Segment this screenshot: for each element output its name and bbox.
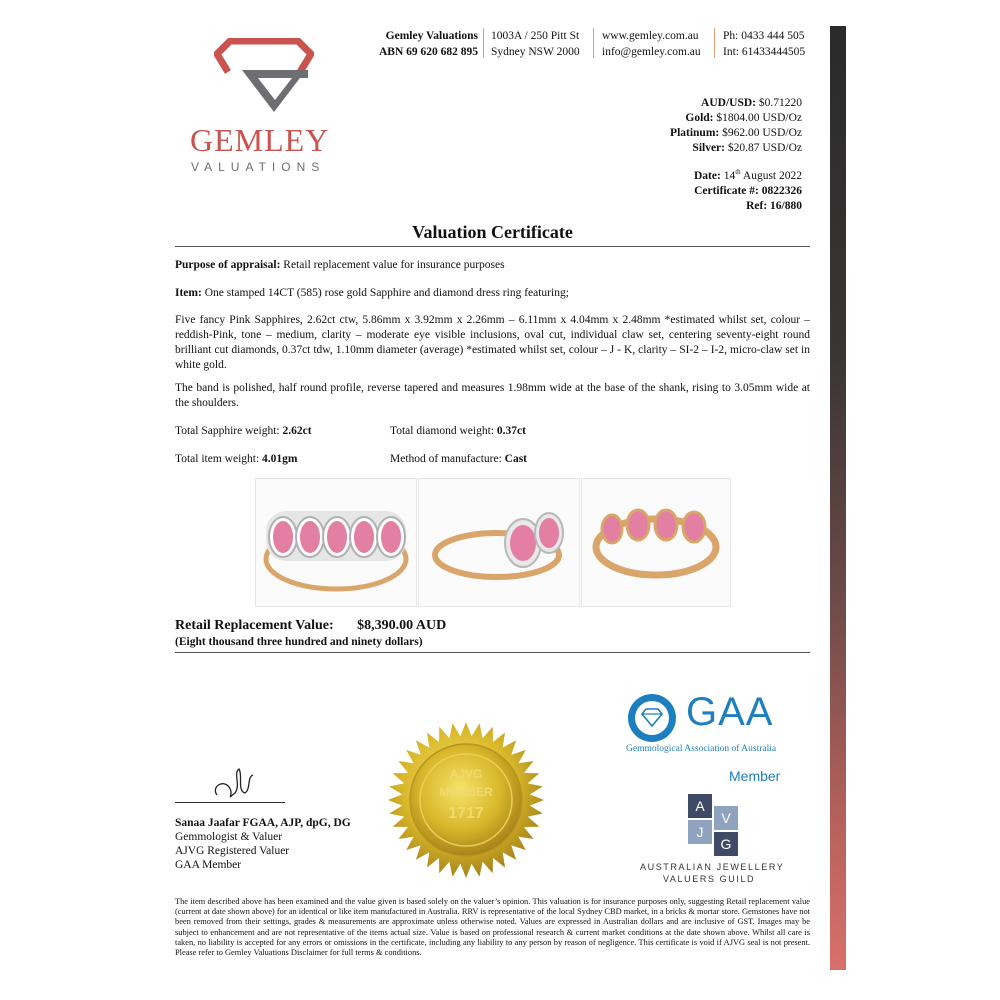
gem-logo-icon [214,38,314,116]
ring-photo-front [581,478,731,607]
rates-block [670,96,802,156]
gaa-logo [626,690,806,790]
purpose-line: Purpose of appraisal: Retail replacement value for insurance purposes [175,259,505,271]
item-line: Item: One stamped 14CT (585) rose gold Sapphire and diamond dress ring featuring; [175,287,569,299]
email-link[interactable]: info@gemley.com.au [602,46,701,58]
signature [195,765,285,805]
phone-number: Ph: 0433 444 505 [723,30,805,42]
logo-wordmark: GEMLEY [190,122,330,158]
ajvg-logo [638,792,808,888]
item-weight: Total item weight: 4.01gm [175,453,298,465]
ajvg-gold-seal [386,720,546,880]
gaa-acronym: GAA [686,690,774,734]
gemley-logo [188,38,348,178]
diamond-weight: Total diamond weight: 0.37ct [390,425,526,437]
seal-line1: AJVG [449,767,483,781]
logo-subtitle: VALUATIONS [191,160,326,174]
header-company [370,28,478,60]
rate-row: Platinum: $962.00 USD/Oz [670,127,802,139]
rate-row: AUD/USD: $0.71220 [701,97,802,109]
header-phone [723,28,805,60]
signer-role: AJVG Registered Valuer [175,845,290,857]
date-row: Date: 14th August 2022 [693,168,802,182]
intl-phone-number: Int: 61433444505 [723,46,806,58]
ring-photo-side [418,478,580,607]
header-divider [714,28,715,58]
description-paragraph: Five fancy Pink Sapphires, 2.62ct ctw, 5.86mm x 3.92mm x 2.26mm – 6.11mm x 4.04mm x 2.48mm *estimated whilst set, colour – reddish-Pink, tone – medium, clarity – moderate eye visible inclusions, oval cut, individual claw set, centering seventy-eight round brilliant cut diamonds, 0.37ct tdw, 1.10mm diameter (average) *estimated whilst set, colour – J - K, clarity – SI-2 – I-2, micro-claw set in white gold. [175,314,810,371]
ajvg-name-line1: AUSTRALIAN JEWELLERY [640,862,785,872]
certificate-number-row: Certificate #: 0822326 [694,184,802,197]
ajvg-letter-box: G [714,832,738,856]
retail-value-words: (Eight thousand three hundred and ninety dollars) [175,636,423,648]
seal-line3: 1717 [448,805,484,822]
signer-role: Gemmologist & Valuer [175,831,283,843]
website-link[interactable]: www.gemley.com.au [602,30,699,42]
certificate-info [694,165,802,214]
disclaimer-text: The item described above has been examined and the value given is based solely on the valuer’s opinion. This valuation is for insurance purposes only, suggesting Retail replacement value (current at date shown above) for an identical or like item manufactured in Australia. RRV is representative of the local Sydney CBD market, in a bricks & mortar store. Gemstones have not been removed from their settings, grades & measurements are approximate unless otherwise noted. Values are expressed in Australian dollars and are inclusive of GST. Images may be subject to enhancement and are not representative of the items actual size. Value is based on professional research & current market conditions at the date shown above. Whilst all care is taken, no liability is accepted for any errors or omissions in the certificate, including any liability to any person by reason of negligence. This certificate is void if AJVG seal is not present. Please refer to Gemley Valuations Disclaimer for full terms & conditions. [175,897,810,958]
gaa-emblem-icon [626,692,678,744]
signature-line [175,802,285,803]
value-rule [175,652,810,653]
signer-name: Sanaa Jaafar FGAA, AJP, dpG, DG [175,817,351,829]
retail-value-line [175,618,446,634]
company-name: Gemley Valuations [385,30,478,42]
retail-value-amount: $8,390.00 AUD [357,618,447,633]
header-divider [593,28,594,58]
title-rule [175,246,810,247]
rate-row: Silver: $20.87 USD/Oz [692,142,802,154]
ajvg-letter-box: J [688,820,712,844]
header-web [602,28,701,60]
signer-role: GAA Member [175,859,242,871]
header-address [491,28,580,60]
signer-block [175,816,351,872]
band-paragraph: The band is polished, half round profile, reverse tapered and measures 1.98mm wide at the base of the shank, rising to 3.05mm wide at the shoulders. [175,382,810,409]
gaa-member-label: Member [729,768,781,784]
ajvg-letter-box: V [714,806,738,830]
side-accent-bar [830,26,846,970]
ajvg-name-line2: VALUERS GUILD [663,874,756,884]
rate-row: Gold: $1804.00 USD/Oz [685,112,802,124]
address-line2: Sydney NSW 2000 [491,46,580,58]
retail-value-label: Retail Replacement Value: [175,618,334,633]
ajvg-letter-box: A [688,794,712,818]
manufacture-method: Method of manufacture: Cast [390,453,528,465]
ring-photo-top [255,478,417,607]
title-section [175,222,810,247]
seal-line2: MEMBER [439,785,493,799]
address-line1: 1003A / 250 Pitt St [491,30,580,42]
header-divider [483,28,484,58]
ref-row: Ref: 16/880 [746,199,802,212]
sapphire-weight: Total Sapphire weight: 2.62ct [175,425,312,437]
gaa-full-name: Gemmological Association of Australia [626,744,777,754]
company-abn: ABN 69 620 682 895 [378,46,478,58]
page-title: Valuation Certificate [412,222,573,242]
